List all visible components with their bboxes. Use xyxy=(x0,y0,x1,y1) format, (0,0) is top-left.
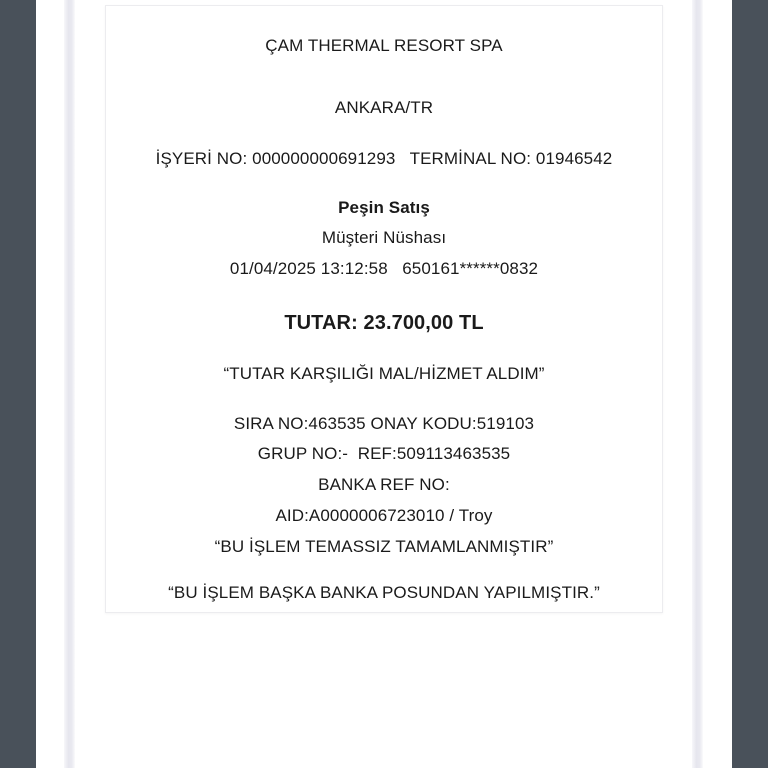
merchant-terminal-line: İŞYERİ NO: 000000000691293 TERMİNAL NO: 01946542 xyxy=(155,149,613,168)
contactless-note: “BU İŞLEM TEMASSIZ TAMAMLANMIŞTIR” xyxy=(214,537,554,556)
sequence-approval-line: SIRA NO:463535 ONAY KODU:519103 xyxy=(233,414,535,433)
amount-total: TUTAR: 23.700,00 TL xyxy=(284,312,484,334)
merchant-location: ANKARA/TR xyxy=(334,98,434,117)
pos-receipt xyxy=(105,5,663,613)
aid-line: AID:A0000006723010 / Troy xyxy=(275,506,493,525)
datetime-card-line: 01/04/2025 13:12:58 650161******0832 xyxy=(229,259,539,278)
bank-ref-line: BANKA REF NO: xyxy=(318,475,450,494)
group-ref-line: GRUP NO:- REF:509113463535 xyxy=(257,444,511,463)
page-shadow-right xyxy=(692,0,703,768)
copy-type: Müşteri Nüshası xyxy=(321,228,447,247)
document-page xyxy=(36,0,732,768)
acknowledgement-text: “TUTAR KARŞILIĞI MAL/HİZMET ALDIM” xyxy=(223,364,545,383)
page-shadow-left xyxy=(64,0,75,768)
transaction-type: Peşin Satış xyxy=(338,198,430,217)
merchant-name: ÇAM THERMAL RESORT SPA xyxy=(265,36,503,55)
other-bank-note: “BU İŞLEM BAŞKA BANKA POSUNDAN YAPILMIŞTIR.” xyxy=(168,583,600,602)
